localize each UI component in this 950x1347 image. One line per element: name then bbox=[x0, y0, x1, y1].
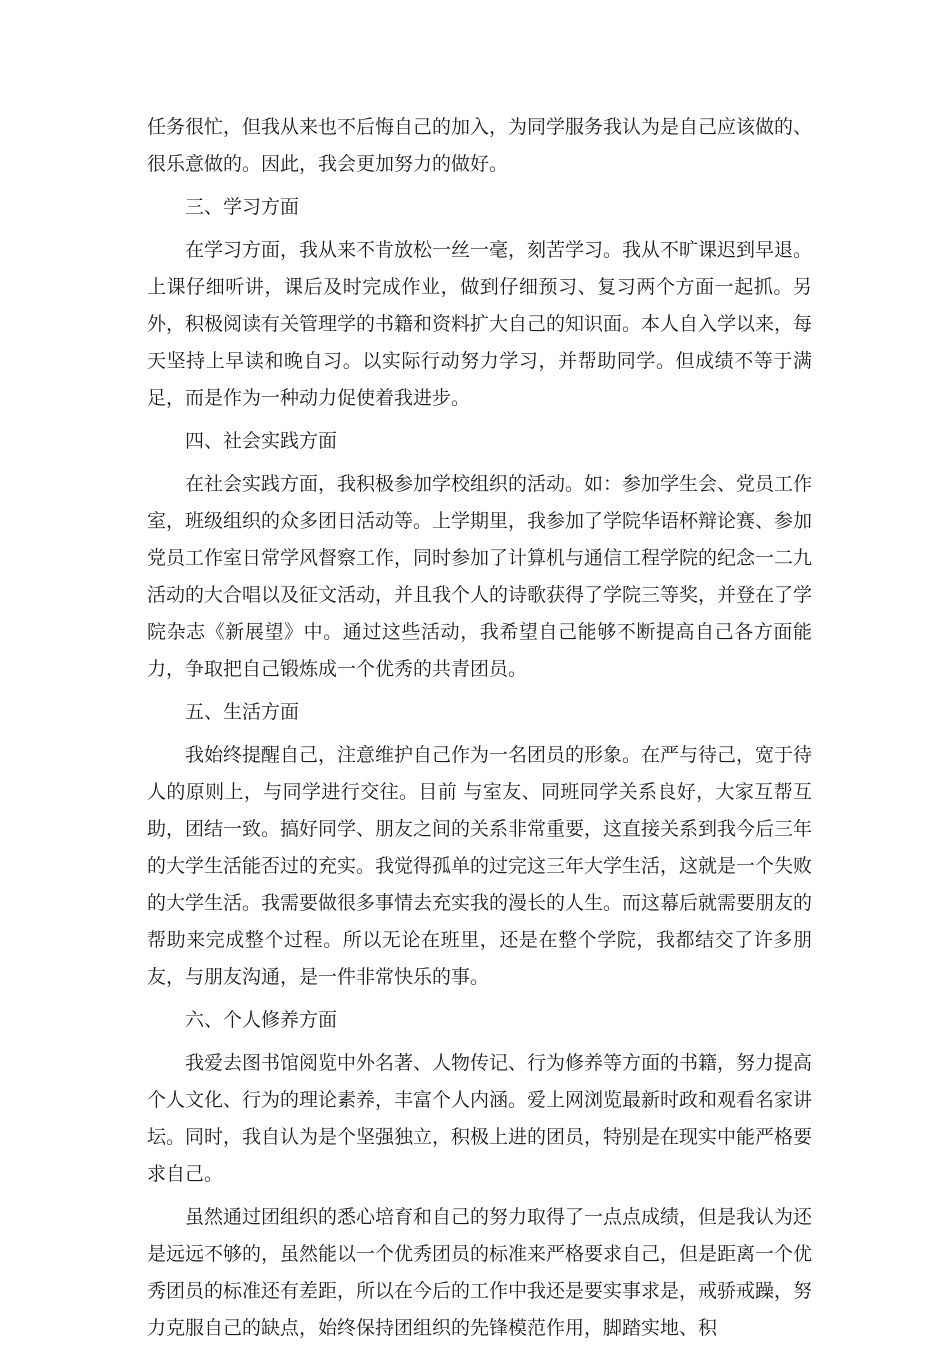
section-heading-life: 五、生活方面 bbox=[185, 701, 300, 723]
paragraph-social-practice: 在社会实践方面，我积极参加学校组织的活动。如：参加学生会、党员工作室，班级组织的众多团日活动等。上学期里，我参加了学院华语杯辩论赛、参加党员工作室日常学风督察工作，同时参加了计算机与通信工程学院的纪念一二九活动的大合唱以及征文活动，并且我个人的诗歌获得了学院三等奖，并登在了学院杂志《新展望》中。通过这些活动，我希望自己能够不断提高自己各方面能力，争取把自己锻炼成一个优秀的共青团员。 bbox=[147, 473, 813, 680]
paragraph-conclusion: 虽然通过团组织的悉心培育和自己的努力取得了一点点成绩，但是我认为还是远远不够的，虽然能以一个优秀团员的标准来严格要求自己，但是距离一个优秀团员的标准还有差距，所以在今后的工作中我还是要实事求是，戒骄戒躁，努力克服自己的缺点，始终保持团组织的先锋模范作用，脚踏实地、积 bbox=[147, 1206, 813, 1339]
paragraph-self-cultivation: 我爱去图书馆阅览中外名著、人物传记、行为修养等方面的书籍，努力提高个人文化、行为的理论素养，丰富个人内涵。爱上网浏览最新时政和观看名家讲坛。同时，我自认为是个坚强独立，积极上进的团员，特别是在现实中能严格要求自己。 bbox=[147, 1052, 813, 1185]
section-heading-social-practice: 四、社会实践方面 bbox=[185, 430, 338, 452]
paragraph-continuation: 任务很忙，但我从来也不后悔自己的加入，为同学服务我认为是自己应该做的、很乐意做的。因此，我会更加努力的做好。 bbox=[147, 116, 813, 175]
paragraph-study: 在学习方面，我从来不肯放松一丝一毫，刻苦学习。我从不旷课迟到早退。上课仔细听讲，课后及时完成作业，做到仔细预习、复习两个方面一起抓。另外，积极阅读有关管理学的书籍和资料扩大自己的知识面。本人自入学以来，每天坚持上早读和晚自习。以实际行动努力学习，并帮助同学。但成绩不等于满足，而是作为一种动力促使着我进步。 bbox=[147, 239, 813, 409]
document-body bbox=[147, 109, 812, 1347]
section-heading-study: 三、学习方面 bbox=[185, 196, 300, 218]
paragraph-life: 我始终提醒自己，注意维护自己作为一名团员的形象。在严与待己，宽于待人的原则上，与同学进行交往。目前 与室友、同班同学关系良好，大家互帮互助，团结一致。搞好同学、朋友之间的关系非常重要，这直接关系到我今后三年的大学生活能否过的充实。我觉得孤单的过完这三年大学生活，这就是一个失败的大学生活。我需要做很多事情去充实我的漫长的人生。而这幕后就需要朋友的帮助来完成整个过程。所以无论在班里，还是在整个学院，我都结交了许多朋友，与朋友沟通，是一件非常快乐的事。 bbox=[147, 744, 813, 988]
section-heading-self-cultivation: 六、个人修养方面 bbox=[185, 1009, 338, 1031]
